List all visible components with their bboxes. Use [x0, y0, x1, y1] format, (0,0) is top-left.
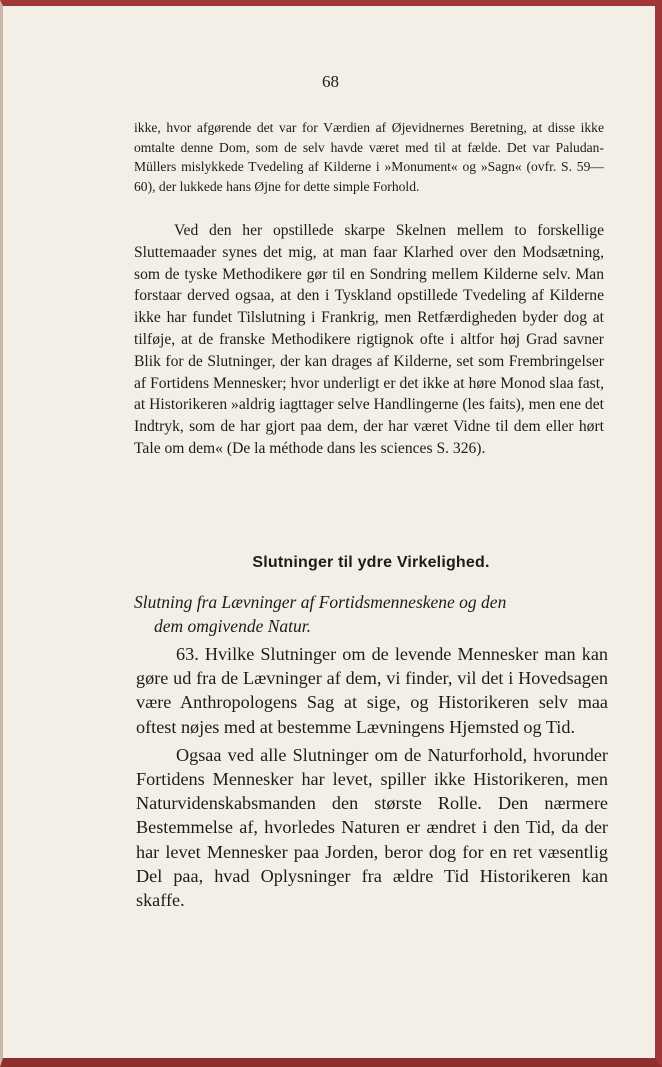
section-heading: Slutninger til ydre Virkelighed. — [252, 554, 490, 571]
body-section — [136, 642, 608, 912]
subheading-line-1: Slutning fra Lævninger af Fortidsmenneskene og den — [134, 592, 507, 612]
paragraph-63: 63. Hvilke Slutninger om de levende Mennesker man kan gøre ud fra de Lævninger af dem, vi finder, vil det i Hovedsagen være Anthropologens Sag at sige, og Historikeren selv maa oftest nøjes med at bestemme Lævningens Hjemsted og Tid. — [136, 644, 608, 737]
page-number: 68 — [322, 72, 339, 91]
paragraph-distinction — [134, 220, 604, 460]
paragraph-natural-conditions: Ogsaa ved alle Slutninger om de Naturforhold, hvorunder Fortidens Mennesker har levet, spiller ikke Historikeren, men Naturvidenskabsmanden den største Rolle. Den nærmere Bestemmelse af, hvorledes Naturen er ændret i den Tid, da der har levet Mennesker paa Jorden, beror dog for en ret væsentlig Del paa, hvad Oplysninger fra ældre Tid Historikeren kan skaffe. — [136, 744, 608, 911]
paragraph-text: Ved den her opstillede skarpe Skelnen mellem to forskellige Sluttemaader synes det mig, at man faar Klarhed over den Modsætning, som de tyske Methodikere gør til en Sondring mellem Kilderne selv. Man forstaar derved ogsaa, at den i Tyskland opstillede Tvedeling af Kilderne ikke har fundet Tilslutning i Frankrig, men Retfærdigheden byder dog at tilføje, at de franske Methodikere rigtignok ofte i altfor høj Grad savner Blik for de Slutninger, der kan drages af Kilderne, set som Frembringelser af Fortidens Mennesker; hvor underligt er det ikke at høre Monod slaa fast, at Historikeren »aldrig iagttager selve Handlingerne (les faits), men ene det Indtryk, som de har gjort paa dem, der har været Vidne til dem eller hørt Tale om dem« (De la méthode dans les sciences S. 326). — [134, 222, 604, 457]
subsection-heading — [134, 590, 608, 638]
paragraph-continuation — [134, 118, 604, 196]
subheading-line-2: dem omgivende Natur. — [154, 616, 311, 636]
paragraph-text: ikke, hvor afgørende det var for Værdien af Øjevidnernes Beretning, at disse ikke omtalte denne Dom, som de selv havde været med til at fælde. Det var Paludan-Müllers mislykkede Tvedeling af Kilderne i »Monument« og »Sagn« (ovfr. S. 59—60), der lukkede hans Øjne for dette simple Forhold. — [134, 120, 604, 194]
